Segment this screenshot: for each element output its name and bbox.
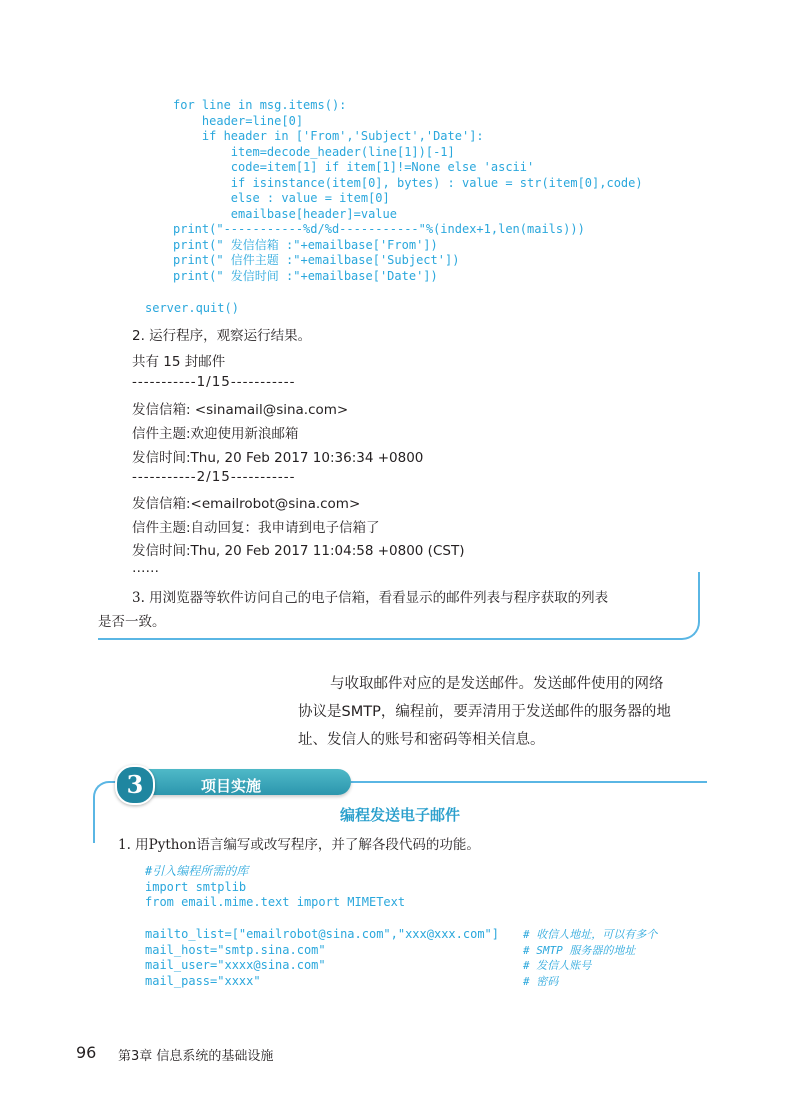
- code-line: mailto_list=["emailrobot@sina.com","xxx@xxx.com"]: [145, 927, 500, 941]
- result-line: 发信时间:Thu, 20 Feb 2017 11:04:58 +0800 (CST): [132, 543, 465, 559]
- banner-pill: [133, 769, 351, 795]
- section-banner: [93, 765, 707, 805]
- code-line: from email.mime.text import MIMEText: [145, 895, 406, 909]
- code-block-1-text: [173, 98, 643, 284]
- result-line: 信件主题:欢迎使用新浪邮箱: [132, 426, 299, 442]
- code-line: print(" 发信时间 :"+emailbase['Date']): [173, 268, 438, 283]
- code-line: item=decode_header(line[1])[-1]: [173, 144, 455, 159]
- code-line: mail_host="smtp.sina.com": [145, 942, 326, 957]
- code-comment: # 密码: [523, 974, 559, 988]
- step-2-instruction: 2. 运行程序，观察运行结果。: [132, 328, 312, 344]
- code-assignment-comments: [523, 927, 657, 989]
- code-line: for line in msg.items():: [173, 98, 347, 112]
- code-line: server.quit(): [145, 301, 239, 315]
- result-line: 共有 15 封邮件: [132, 354, 226, 370]
- result-line: -----------1/15-----------: [132, 374, 296, 390]
- code-line: else : value = item[0]: [173, 191, 390, 205]
- code-line: mail_pass="xxxx": [145, 973, 261, 988]
- result-line: ……: [132, 560, 159, 576]
- subheading: 编程发送电子邮件: [339, 806, 460, 824]
- result-line: -----------2/15-----------: [132, 469, 296, 485]
- banner-rule: [351, 781, 707, 783]
- code-comment: # SMTP 服务器的地址: [523, 943, 636, 957]
- result-line: 信件主题:自动回复：我申请到电子信箱了: [132, 520, 380, 536]
- code-comment: # 发信人账号: [523, 959, 592, 972]
- code-comment: #引入编程所需的库: [145, 864, 249, 878]
- code-block-3-text: [145, 864, 405, 911]
- chapter-title: 第3章 信息系统的基础设施: [118, 1049, 274, 1064]
- step-1-instruction: 1. 用Python语言编写或改写程序，并了解各段代码的功能。: [118, 837, 480, 853]
- step-3-instruction-line-1: 3. 用浏览器等软件访问自己的电子信箱，看看显示的邮件列表与程序获取的列表: [132, 590, 609, 606]
- code-line: print(" 发信信箱 :"+emailbase['From']): [173, 237, 438, 252]
- code-assignments: [145, 927, 499, 989]
- result-line: 发信时间:Thu, 20 Feb 2017 10:36:34 +0800: [132, 450, 424, 466]
- code-line: import smtplib: [145, 879, 247, 894]
- code-line: header=line[0]: [173, 113, 304, 128]
- section-title: 项目实施: [201, 777, 262, 795]
- result-line: 发信信箱:<emailrobot@sina.com>: [132, 496, 361, 512]
- code-line: code=item[1] if item[1]!=None else 'ascii': [173, 160, 535, 174]
- code-line: if header in ['From','Subject','Date']:: [173, 129, 484, 143]
- result-line: 发信信箱: <sinamail@sina.com>: [132, 402, 349, 418]
- page-number: 96: [76, 1043, 97, 1062]
- paragraph-line: 协议是SMTP，编程前，要弄清用于发送邮件的服务器的地: [298, 704, 671, 720]
- code-line: emailbase[header]=value: [173, 206, 397, 221]
- step-3-instruction-line-2: 是否一致。: [98, 614, 166, 630]
- paragraph-line: 与收取邮件对应的是发送邮件。发送邮件使用的网络: [330, 676, 664, 692]
- paragraph-line: 址、发信人的账号和密码等相关信息。: [298, 732, 545, 748]
- code-line: if isinstance(item[0], bytes) : value = str(item[0],code): [173, 175, 643, 190]
- code-comment: # 收信人地址，可以有多个: [523, 928, 658, 941]
- code-line: mail_user="xxxx@sina.com": [145, 958, 326, 972]
- intro-paragraph: [298, 670, 708, 754]
- code-line: print(" 信件主题 :"+emailbase['Subject']): [173, 253, 460, 267]
- activity-box-border: [98, 572, 700, 640]
- code-block-2-text: [145, 301, 239, 317]
- section-number-badge: 3: [115, 765, 155, 805]
- code-line: print("-----------%d/%d-----------"%(index+1,len(mails))): [173, 222, 585, 236]
